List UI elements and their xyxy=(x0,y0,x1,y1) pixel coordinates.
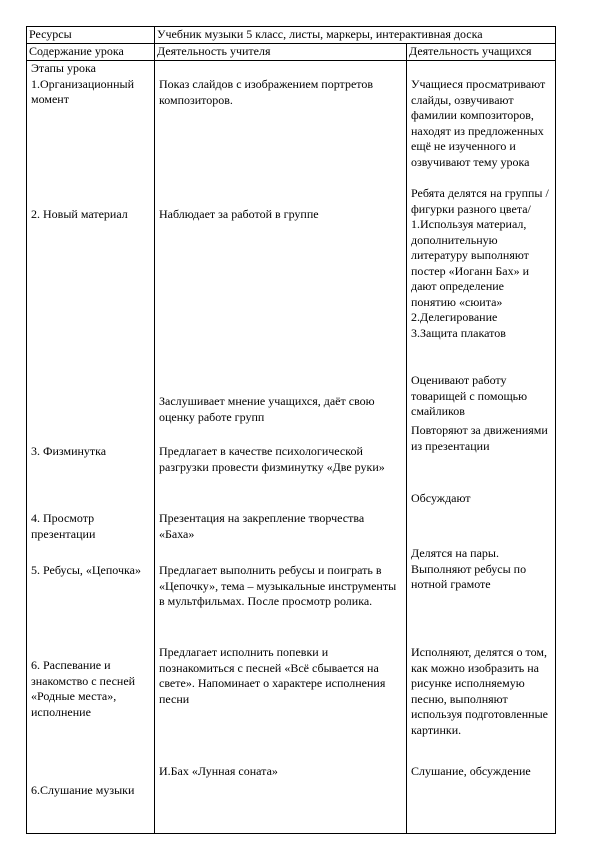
lesson-plan-document xyxy=(26,26,555,834)
resources-value: Учебник музыки 5 класс, листы, маркеры, интерактивная доска xyxy=(155,27,556,44)
header-teacher: Деятельность учителя xyxy=(155,44,407,61)
teacher-song: Предлагает исполнить попевки и познакомиться с песней «Всё сбывается на свете». Напоминает о характере исполнения песни xyxy=(159,645,386,706)
body-row xyxy=(27,61,556,834)
students-column xyxy=(407,61,556,834)
stage-listening: 6.Слушание музыки xyxy=(31,783,135,797)
students-discuss: Обсуждают xyxy=(411,491,471,505)
header-row xyxy=(27,44,556,61)
stage-new-material: 2. Новый материал xyxy=(31,207,128,221)
teacher-listening: И.Бах «Лунная соната» xyxy=(159,764,278,778)
content-column xyxy=(27,61,155,834)
stage-rebuses: 5. Ребусы, «Цепочка» xyxy=(31,563,141,577)
students-listening: Слушание, обсуждение xyxy=(411,764,531,778)
stage-presentation: 4. Просмотр презентации xyxy=(31,511,96,541)
teacher-physical-break: Предлагает в качестве психологической разгрузки провести физминутку «Две руки» xyxy=(159,444,385,474)
stage-song: 6. Распевание и знакомство с песней «Родные места», исполнение xyxy=(31,658,136,719)
resources-label: Ресурсы xyxy=(27,27,155,44)
lesson-plan-table xyxy=(26,26,556,834)
students-rebuses: Делятся на пары. Выполняют ребусы по нотной грамоте xyxy=(411,546,527,591)
stage-physical-break: 3. Физминутка xyxy=(31,444,107,458)
students-slides: Учащиеся просматривают слайды, озвучивают фамилии композиторов, находят из предложенных ещё не изученного и озвучивают тему урока xyxy=(411,77,546,169)
teacher-evaluates: Заслушивает мнение учащихся, даёт свою оценку работе групп xyxy=(159,394,375,424)
header-content: Содержание урока xyxy=(27,44,155,61)
teacher-rebuses: Предлагает выполнить ребусы и поиграть в «Цепочку», тема – музыкальные инструменты в мультфильмах. После просмотр ролика. xyxy=(159,563,397,608)
resources-row xyxy=(27,27,556,44)
header-students: Деятельность учащихся xyxy=(407,44,556,61)
students-song: Исполняют, делятся о том, как можно изобразить на рисунке исполняемую песню, выполняют используя подготовленные картинки. xyxy=(411,645,548,737)
students-groups: Ребята делятся на группы / фигурки разного цвета/ 1.Используя материал, дополнительную литературу выполняют постер «Иоганн Бах» и дают определение понятию «сюита» 2.Делегирование 3.Защита плакатов xyxy=(411,186,549,340)
teacher-observes: Наблюдает за работой в группе xyxy=(159,207,319,221)
teacher-presentation: Презентация на закрепление творчества «Баха» xyxy=(159,511,365,541)
stage-organizational: Этапы урока 1.Организационный момент xyxy=(31,61,134,106)
students-evaluate: Оценивают работу товарищей с помощью смайликов xyxy=(411,373,528,418)
students-physical-break: Повторяют за движениями из презентации xyxy=(411,423,548,453)
teacher-column xyxy=(155,61,407,834)
teacher-slides: Показ слайдов с изображением портретов композиторов. xyxy=(159,77,374,107)
